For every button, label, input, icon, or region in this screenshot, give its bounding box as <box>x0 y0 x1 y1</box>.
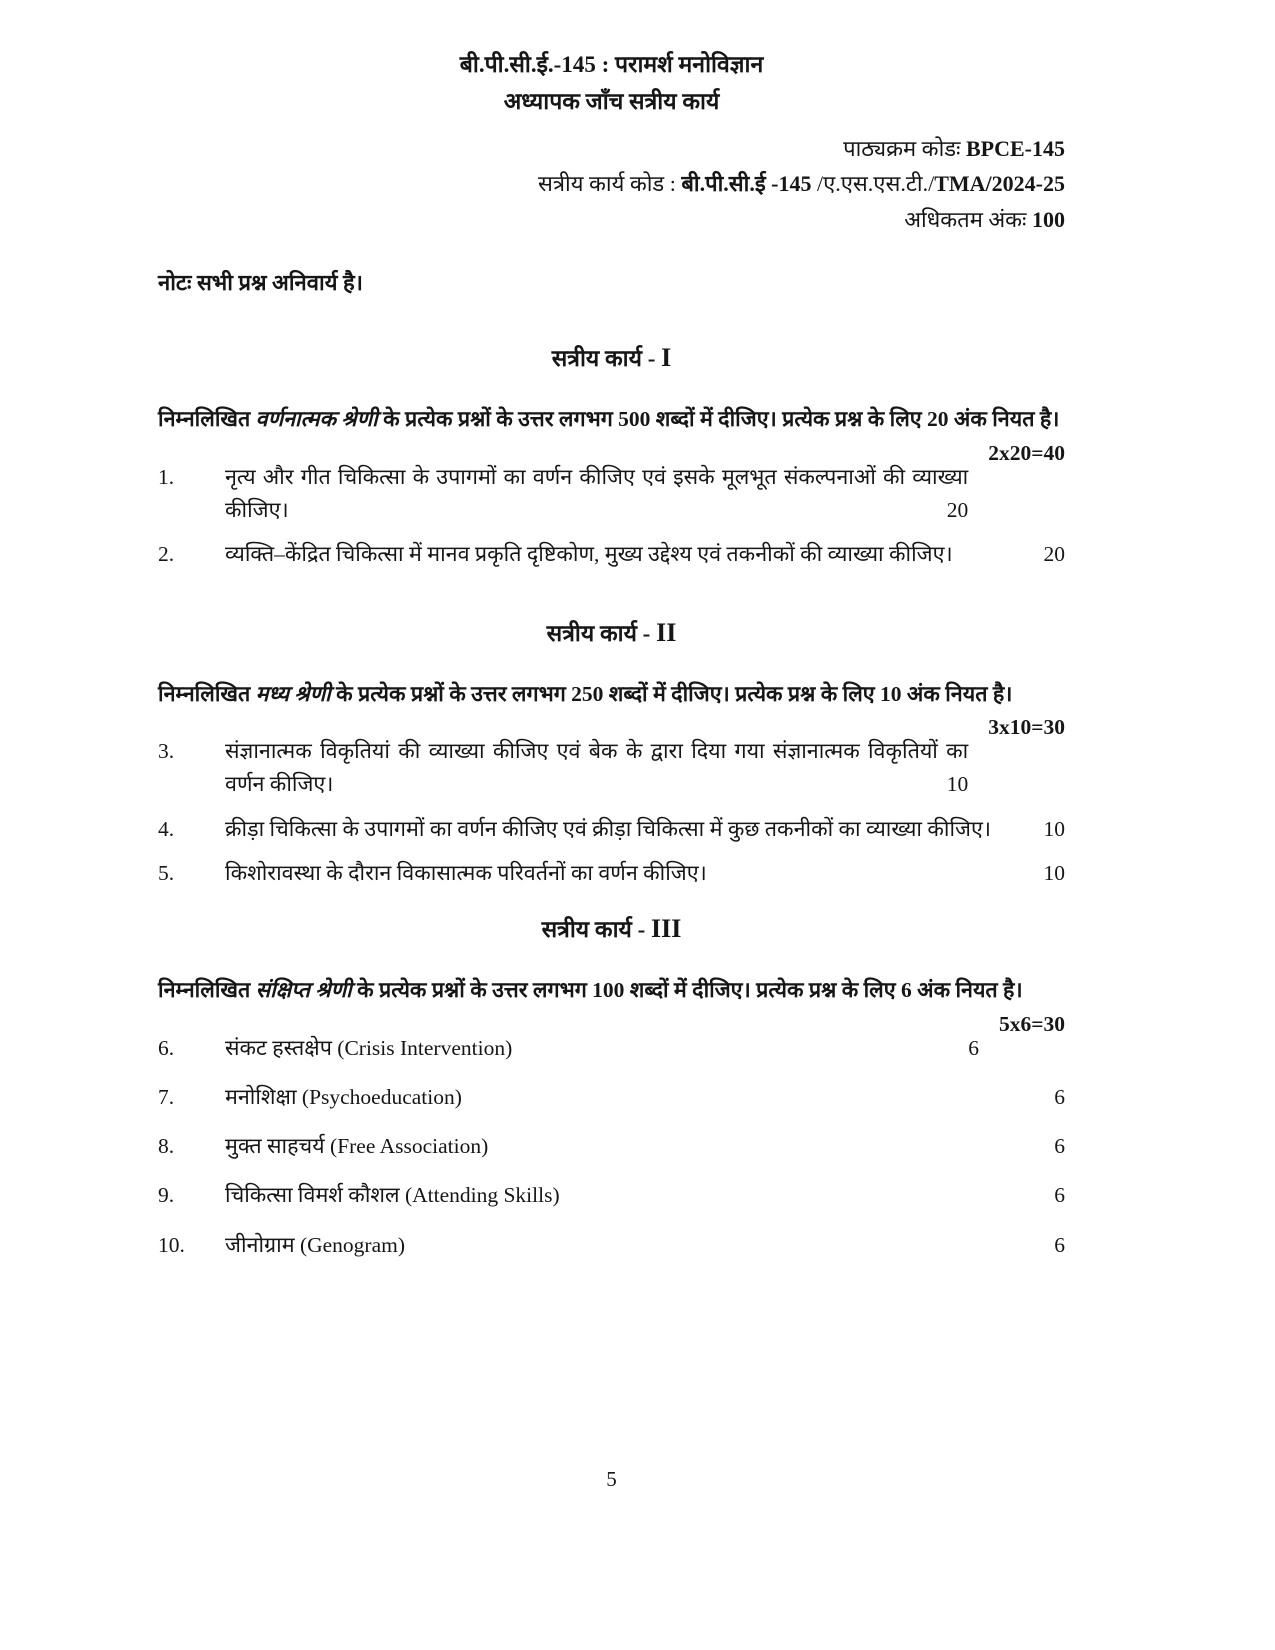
section-2-intro-rest: के प्रत्येक प्रश्नों के उत्तर लगभग 250 शब्दों में दीजिए। प्रत्येक प्रश्न के लिए 10 अंक नियत है। <box>330 681 1013 706</box>
question-number: 10. <box>158 1232 185 1257</box>
question-number: 4. <box>158 816 175 841</box>
assignment-code-part2: /ए.एस.एस.टी./ <box>811 171 935 197</box>
question-marks: 6 <box>1054 1232 1065 1257</box>
question-number: 6. <box>158 1035 175 1060</box>
question-text-wrap <box>225 1032 979 1065</box>
question-marks: 6 <box>1054 1183 1065 1208</box>
question-text: किशोरावस्था के दौरान विकासात्मक परिवर्तनों का वर्णन कीजिए। <box>225 860 707 885</box>
section-3-heading <box>158 912 1065 944</box>
question-number: 3. <box>158 738 175 763</box>
question-number: 9. <box>158 1183 175 1208</box>
max-marks-value: 100 <box>1032 206 1065 232</box>
question-item <box>158 1229 1065 1262</box>
section-3-intro-rest: के प्रत्येक प्रश्नों के उत्तर लगभग 100 शब्दों में दीजिए। प्रत्येक प्रश्न के लिए 6 अंक नियत है। <box>351 978 1023 1003</box>
question-marks: 10 <box>946 772 969 797</box>
question-text: संकट हस्तक्षेप (Crisis Intervention) <box>225 1035 513 1060</box>
title-block <box>158 46 1065 121</box>
question-text: मनोशिक्षा (Psychoeducation) <box>225 1084 462 1109</box>
question-number: 8. <box>158 1134 175 1159</box>
question-item <box>158 1130 1065 1163</box>
section-2-heading-text: सत्रीय कार्य - <box>546 620 657 646</box>
question-item <box>158 461 968 528</box>
question-marks: 10 <box>1043 816 1065 841</box>
question-item <box>158 538 1065 571</box>
section-1-intro-category: वर्णनात्मक श्रेणी <box>255 407 378 432</box>
question-text: क्रीड़ा चिकित्सा के उपागमों का वर्णन कीजिए एवं क्रीड़ा चिकित्सा में कुछ तकनीकों का व्याख्या कीजिए। <box>225 816 992 841</box>
section-1-heading-numeral: I <box>661 343 672 373</box>
section-3-heading-numeral: III <box>651 914 682 944</box>
question-item <box>158 735 968 802</box>
question-text: व्यक्ति–केंद्रित चिकित्सा में मानव प्रकृति दृष्टिकोण, मुख्य उद्देश्य एवं तकनीकों की व्याख्या कीजिए। <box>225 542 953 567</box>
question-text-wrap <box>225 1081 1065 1114</box>
section-1-heading-text: सत्रीय कार्य - <box>551 346 662 372</box>
section-2-heading-numeral: II <box>656 617 677 647</box>
question-item <box>158 813 1065 846</box>
question-item <box>158 1032 979 1065</box>
question-text-wrap <box>225 1130 1065 1163</box>
document-title: बी.पी.सी.ई.-145 : परामर्श मनोविज्ञान <box>459 52 764 77</box>
question-text-wrap <box>225 538 1065 571</box>
section-1-intro-rest: के प्रत्येक प्रश्नों के उत्तर लगभग 500 शब्दों में दीजिए। प्रत्येक प्रश्न के लिए 20 अंक नियत है। <box>377 407 1060 432</box>
section-1-intro-lead: निम्नलिखित <box>158 407 256 432</box>
mandatory-note: नोटः सभी प्रश्न अनिवार्य है। <box>158 270 363 296</box>
question-item <box>158 1179 1065 1212</box>
question-marks: 6 <box>968 1035 979 1060</box>
question-text: नृत्य और गीत चिकित्सा के उपागमों का वर्णन कीजिए एवं इसके मूलभूत संकल्पनाओं की व्याख्या कीजिए। <box>225 464 969 522</box>
section-3-intro-category: संक्षिप्त श्रेणी <box>255 978 352 1003</box>
question-text-wrap <box>225 735 968 802</box>
question-number: 2. <box>158 542 175 567</box>
section-2-intro-lead: निम्नलिखित <box>158 681 256 706</box>
course-code-value: BPCE-145 <box>966 135 1065 161</box>
max-marks-label: अधिकतम अंकः <box>904 206 1032 232</box>
question-marks: 6 <box>1054 1084 1065 1109</box>
assignment-code-label: सत्रीय कार्य कोड : <box>538 171 682 197</box>
question-marks: 20 <box>1043 542 1065 567</box>
assignment-code-part1: बी.पी.सी.ई -145 <box>681 171 812 197</box>
question-text: मुक्त साहचर्य (Free Association) <box>225 1134 489 1159</box>
question-text-wrap <box>225 1229 1065 1262</box>
question-marks: 20 <box>946 498 969 522</box>
assignment-code-part3: TMA/2024-25 <box>934 171 1065 197</box>
course-code-label: पाठ्यक्रम कोडः <box>843 135 966 161</box>
question-text: संज्ञानात्मक विकृतियां की व्याख्या कीजिए एवं बेक के द्वारा दिया गया संज्ञानात्मक विकृतियों का वर्णन कीजिए। <box>225 738 969 797</box>
section-3-heading-text: सत्रीय कार्य - <box>541 917 652 943</box>
section-1-intro <box>158 403 1065 465</box>
question-number: 7. <box>158 1084 175 1109</box>
section-3-intro <box>158 974 1065 1036</box>
max-marks-line <box>158 202 1065 238</box>
section-1-heading <box>158 341 1065 373</box>
page-number: 5 <box>606 1467 617 1491</box>
question-item <box>158 857 1065 890</box>
question-marks: 6 <box>1054 1134 1065 1159</box>
question-text-wrap <box>225 461 968 528</box>
header-block <box>158 131 1065 238</box>
section-3-total-marks: 5x6=30 <box>998 1011 1065 1036</box>
question-text-wrap <box>225 857 1065 890</box>
question-number: 1. <box>158 464 175 489</box>
section-2-intro <box>158 678 1065 739</box>
section-2-intro-category: मध्य श्रेणी <box>255 681 331 706</box>
question-text-wrap <box>225 813 1065 846</box>
question-marks: 10 <box>1043 860 1065 885</box>
question-text: जीनोग्राम (Genogram) <box>225 1232 406 1257</box>
section-1-total-marks: 2x20=40 <box>988 440 1065 465</box>
section-2-total-marks: 3x10=30 <box>988 714 1065 739</box>
course-code-line <box>158 131 1065 167</box>
assignment-code-line <box>158 166 1065 202</box>
question-number: 5. <box>158 860 175 885</box>
section-3-intro-lead: निम्नलिखित <box>158 978 256 1003</box>
question-text: चिकित्सा विमर्श कौशल (Attending Skills) <box>225 1183 560 1208</box>
question-item <box>158 1081 1065 1114</box>
section-2-heading <box>158 616 1065 648</box>
assignment-subtitle: अध्यापक जाँच सत्रीय कार्य <box>503 89 720 115</box>
question-text-wrap <box>225 1179 1065 1212</box>
